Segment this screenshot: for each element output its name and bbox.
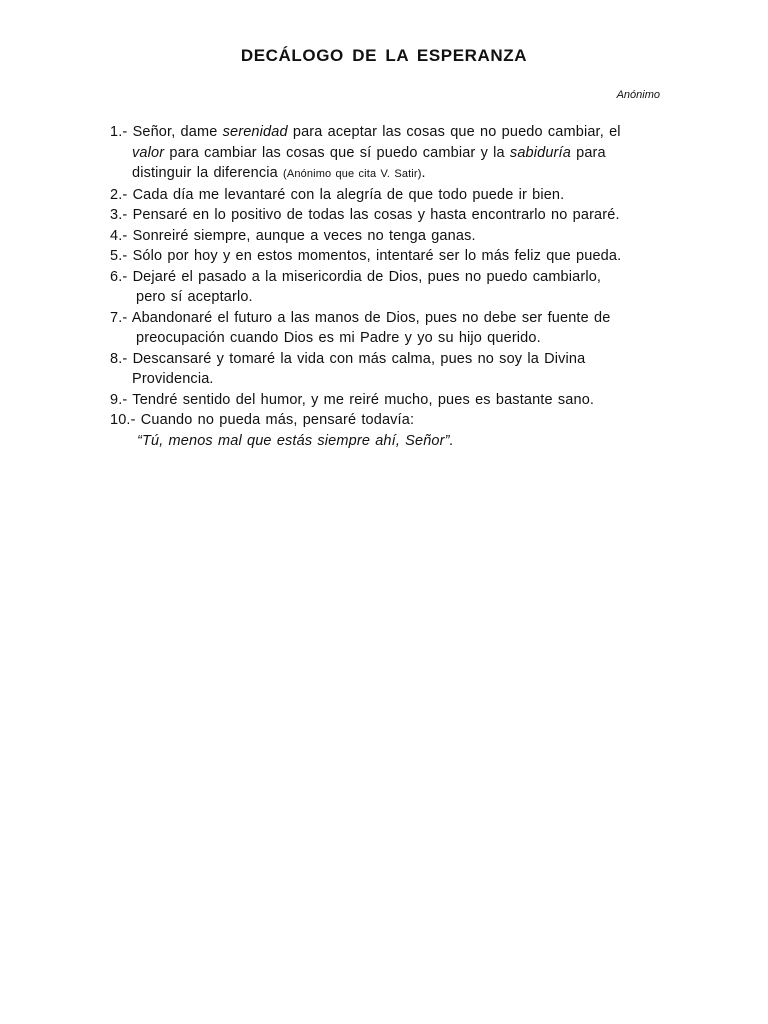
list-item: [110, 267, 670, 308]
item-number: 3.-: [110, 207, 128, 223]
author-attribution: Anónimo: [616, 89, 660, 101]
item-text: Descansaré y tomaré la vida con más calma, pues no soy la Divina: [132, 350, 586, 367]
list-item: [110, 122, 670, 185]
item-text: pero sí aceptarlo.: [136, 289, 253, 305]
item-text: Cada día me levantaré con la alegría de que todo puede ir bien.: [132, 186, 565, 203]
item-text: Providencia.: [132, 371, 214, 387]
list-item: [110, 349, 670, 390]
item-number: 6.-: [110, 268, 128, 285]
list-item: [110, 185, 670, 206]
item-number: 10.-: [110, 412, 136, 428]
item-number: 7.-: [110, 309, 128, 326]
item-text: para cambiar las cosas que sí puedo cambiar y la: [164, 144, 510, 161]
item-text: para: [570, 144, 606, 161]
item-text: distinguir la diferencia: [132, 165, 284, 181]
item-number: 4.-: [110, 227, 128, 244]
citation-note: (Anónimo que cita V. Satir): [283, 168, 422, 180]
item-text: Abandonaré el futuro a las manos de Dios, pues no debe ser fuente de: [131, 309, 611, 326]
item-text-emphasis: serenidad: [222, 124, 288, 140]
item-text: Señor, dame: [132, 124, 223, 140]
item-text: Sólo por hoy y en estos momentos, intentaré ser lo más feliz que pueda.: [132, 248, 622, 264]
item-number: 5.-: [110, 248, 128, 264]
list-item: [110, 410, 670, 451]
item-number: 9.-: [110, 391, 128, 408]
item-text: Tendré sentido del humor, y me reiré mucho, pues es bastante sano.: [132, 391, 595, 408]
list-item: [110, 246, 670, 267]
item-text-emphasis: valor: [132, 144, 165, 161]
item-number: 8.-: [110, 350, 128, 367]
list-item: [110, 226, 670, 247]
item-text: preocupación cuando Dios es mi Padre y yo su hijo querido.: [136, 330, 541, 346]
list-item: [110, 308, 670, 349]
list-item: [110, 390, 670, 411]
decalogue-list: [110, 122, 670, 451]
item-text: Pensaré en lo positivo de todas las cosas y hasta encontrarlo no pararé.: [132, 207, 620, 223]
item-text: .: [421, 165, 426, 181]
item-text: para aceptar las cosas que no puedo cambiar, el: [287, 124, 621, 140]
closing-quote: “Tú, menos mal que estás siempre ahí, Señor”.: [137, 432, 454, 449]
list-item: [110, 205, 670, 226]
item-text-emphasis: sabiduría: [509, 144, 571, 161]
item-text: Cuando no pueda más, pensaré todavía:: [140, 412, 415, 428]
item-number: 2.-: [110, 186, 128, 203]
item-text: Dejaré el pasado a la misericordia de Dios, pues no puedo cambiarlo,: [132, 268, 602, 285]
item-text: Sonreiré siempre, aunque a veces no tenga ganas.: [132, 227, 476, 244]
page-title: DECÁLOGO DE LA ESPERANZA: [240, 46, 528, 65]
item-number: 1.-: [110, 124, 128, 140]
